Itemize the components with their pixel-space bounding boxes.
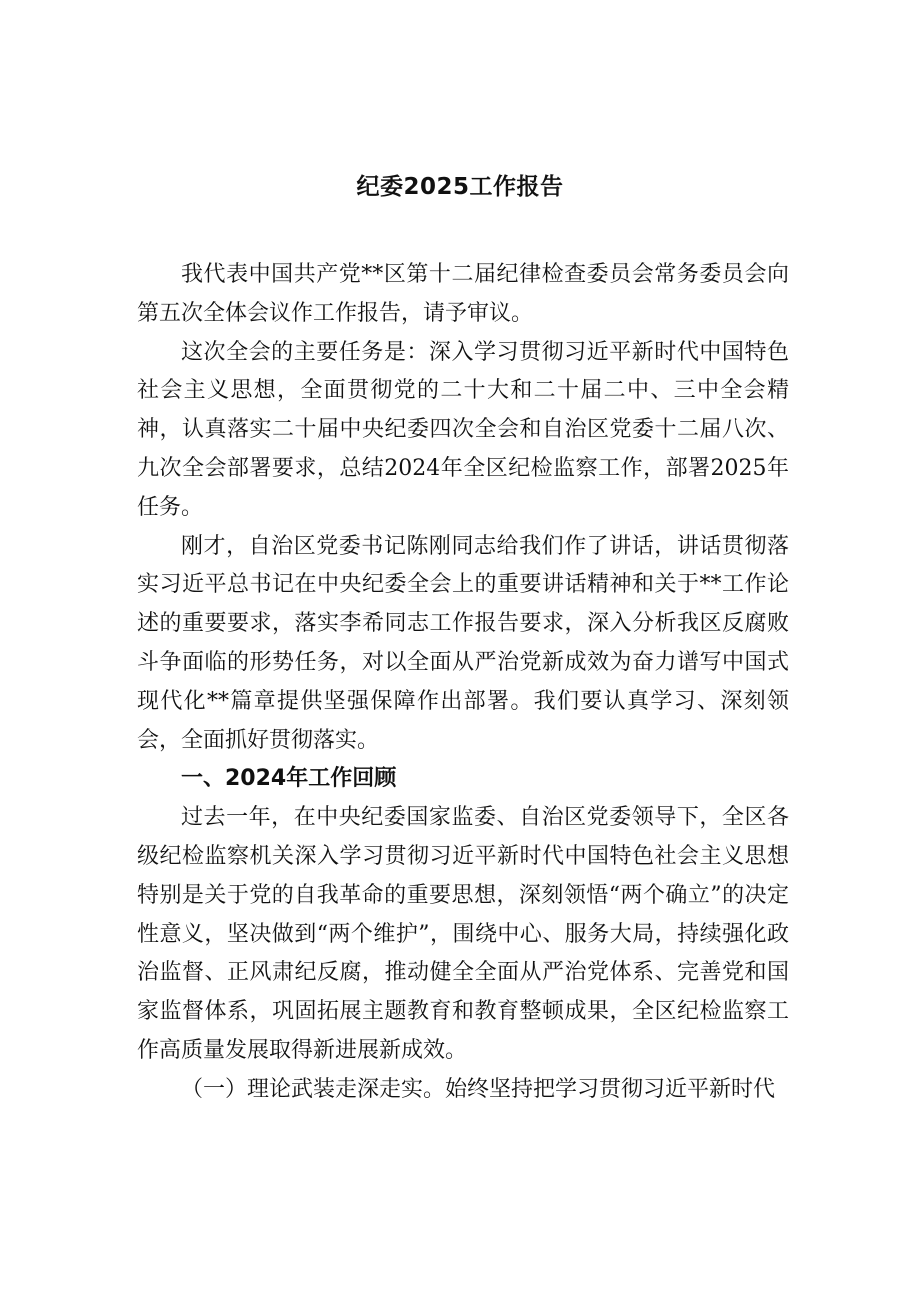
subsection-paragraph <box>137 1071 789 1110</box>
paragraph-review: 过去一年，在中央纪委国家监委、自治区党委领导下，全区各级纪检监察机关深入学习贯彻习近平新时代中国特色社会主义思想特别是关于党的自我革命的重要思想，深刻领悟“两个确立”的决定性意义，坚决做到“两个维护”，围绕中心、服务大局，持续强化政治监督、正风肃纪反腐，推动健全全面从严治党体系、完善党和国家监督体系，巩固拓展主题教育和教育整顿成果，全区纪检监察工作高质量发展取得新进展新成效。 <box>137 805 789 1063</box>
document-title: 纪委2025工作报告 <box>356 174 564 200</box>
subsection-lead: （一）理论武装走深走实。 <box>181 1076 446 1102</box>
paragraph-intro: 我代表中国共产党**区第十二届纪律检查委员会常务委员会向第五次全体会议作工作报告，请予审议。 <box>137 262 789 326</box>
subsection-text: 始终坚持把学习贯彻习近平新时代 <box>445 1076 776 1102</box>
section-heading: 一、2024年工作回顾 <box>181 766 397 792</box>
paragraph-speech-summary: 刚才，自治区党委书记陈刚同志给我们作了讲话，讲话贯彻落实习近平总书记在中央纪委全会上的重要讲话精神和关于**工作论述的重要要求，落实李希同志工作报告要求，深入分析我区反腐败斗争面临的形势任务，对以全面从严治党新成效为奋力谱写中国式现代化**篇章提供坚强保障作出部署。我们要认真学习、深刻领会，全面抓好贯彻落实。 <box>137 533 789 753</box>
paragraph-main-tasks: 这次全会的主要任务是：深入学习贯彻习近平新时代中国特色社会主义思想，全面贯彻党的二十大和二十届二中、三中全会精神，认真落实二十届中央纪委四次全会和自治区党委十二届八次、九次全会部署要求，总结2024年全区纪检监察工作，部署2025年任务。 <box>137 339 789 520</box>
document-body <box>137 256 789 1110</box>
